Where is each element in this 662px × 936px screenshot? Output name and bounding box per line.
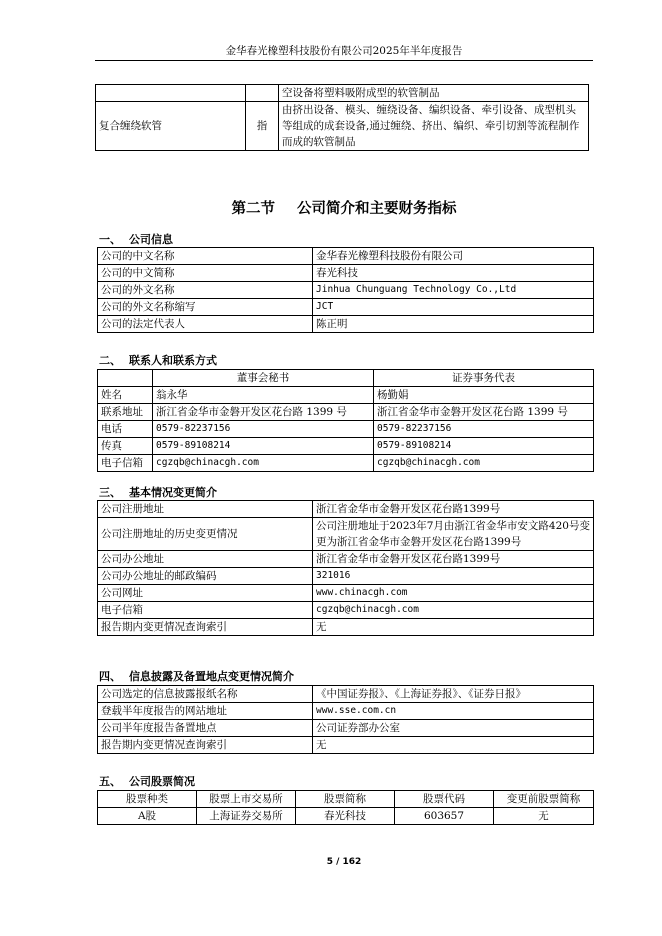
disclosure-table bbox=[97, 685, 594, 754]
table-row: 公司半年度报告备置地点 公司证券部办公室 bbox=[98, 720, 594, 737]
contacts-table bbox=[97, 369, 594, 472]
table-row: 公司的中文简称 春光科技 bbox=[98, 265, 594, 282]
table-row: 公司网址 www.chinacgh.com bbox=[98, 585, 594, 602]
section-number: 第二节 bbox=[231, 201, 275, 217]
table-row: 公司的外文名称缩写 JCT bbox=[98, 299, 594, 316]
definition-term: 复合缠绕软管 bbox=[96, 102, 246, 151]
company-info-heading: 一、 公司信息 bbox=[99, 233, 173, 246]
table-row: 电话 0579-82237156 0579-82237156 bbox=[98, 421, 594, 438]
table-row bbox=[96, 85, 589, 102]
definitions-table bbox=[95, 84, 589, 151]
table-row: 报告期内变更情况查询索引 无 bbox=[98, 737, 594, 754]
disclosure-heading: 四、 信息披露及备置地点变更情况简介 bbox=[99, 670, 294, 683]
header-rule bbox=[95, 60, 593, 61]
table-row: 传真 0579-89108214 0579-89108214 bbox=[98, 438, 594, 455]
definition-sep: 指 bbox=[246, 102, 279, 151]
table-row: 电子信箱 cgzqb@chinacgh.com cgzqb@chinacgh.com bbox=[98, 455, 594, 472]
stock-heading: 五、 公司股票简况 bbox=[99, 775, 195, 788]
table-row: 公司选定的信息披露报纸名称 《中国证券报》、《上海证券报》、《证券日报》 bbox=[98, 686, 594, 703]
definition-sep bbox=[246, 85, 279, 102]
definition-term bbox=[96, 85, 246, 102]
basic-changes-table bbox=[97, 500, 594, 636]
basic-changes-heading: 三、 基本情况变更简介 bbox=[99, 486, 217, 499]
table-row: 公司办公地址的邮政编码 321016 bbox=[98, 568, 594, 585]
table-row: 登载半年度报告的网站地址 www.sse.com.cn bbox=[98, 703, 594, 720]
section-title bbox=[95, 197, 593, 218]
table-row: 姓名 翁永华 杨勤娟 bbox=[98, 387, 594, 404]
table-header-row: 董事会秘书 证券事务代表 bbox=[98, 370, 594, 387]
table-row: 公司办公地址 浙江省金华市金磐开发区花台路1399号 bbox=[98, 551, 594, 568]
table-row: 公司注册地址的历史变更情况 公司注册地址于2023年7月由浙江省金华市安文路420号变更为浙江省金华市金磐开发区花台路1399号 bbox=[98, 518, 594, 551]
table-row bbox=[96, 102, 589, 151]
table-row: 公司注册地址 浙江省金华市金磐开发区花台路1399号 bbox=[98, 501, 594, 518]
table-header-row: 股票种类 股票上市交易所 股票简称 股票代码 变更前股票简称 bbox=[98, 791, 594, 808]
table-row: A股 上海证券交易所 春光科技 603657 无 bbox=[98, 808, 594, 825]
stock-table bbox=[97, 790, 594, 825]
table-row: 报告期内变更情况查询索引 无 bbox=[98, 619, 594, 636]
table-row: 电子信箱 cgzqb@chinacgh.com bbox=[98, 602, 594, 619]
table-row: 公司的中文名称 金华春光橡塑科技股份有限公司 bbox=[98, 248, 594, 265]
table-row: 联系地址 浙江省金华市金磐开发区花台路 1399 号 浙江省金华市金磐开发区花台路 1399 号 bbox=[98, 404, 594, 421]
table-row: 公司的外文名称 Jinhua Chunguang Technology Co.,Ltd bbox=[98, 282, 594, 299]
company-info-table bbox=[97, 247, 594, 333]
section-name: 公司简介和主要财务指标 bbox=[297, 201, 457, 217]
contacts-heading: 二、 联系人和联系方式 bbox=[99, 354, 217, 367]
page-header: 金华春光橡塑科技股份有限公司2025年半年度报告 bbox=[225, 45, 463, 57]
definition-desc: 空设备将塑料吸附成型的软管制品 bbox=[279, 85, 589, 102]
definition-desc: 由挤出设备、模头、缠绕设备、编织设备、牵引设备、成型机头等组成的成套设备,通过缠绕、挤出、编织、牵引切割等流程制作而成的软管制品 bbox=[279, 102, 589, 151]
table-row: 公司的法定代表人 陈正明 bbox=[98, 316, 594, 333]
page-number: 5 / 162 bbox=[326, 857, 362, 867]
